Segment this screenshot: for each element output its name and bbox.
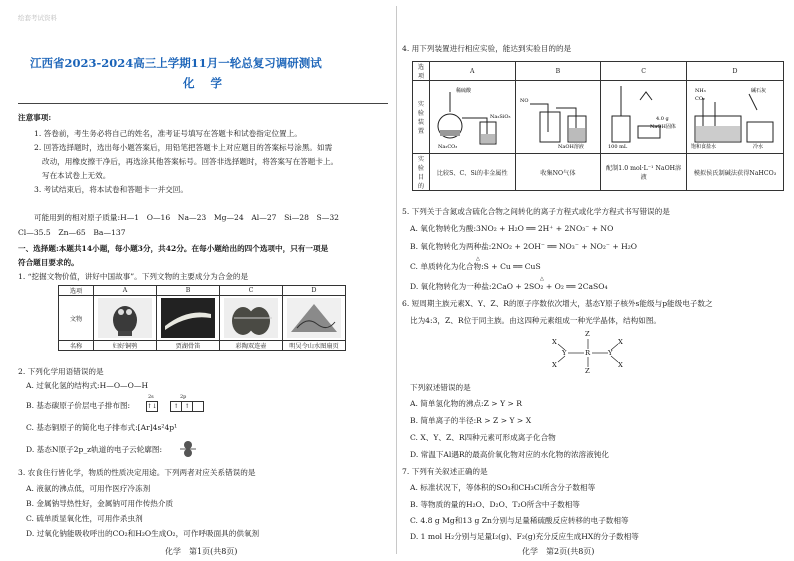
- atomic-masses: Cl—35.5 Zn—65 Ba—137: [18, 228, 126, 237]
- artifact-cell: [220, 296, 283, 341]
- orbital-box: ↑↓: [147, 403, 158, 410]
- apparatus-cell: [601, 81, 687, 154]
- q7-stem: 7. 下列有关叙述正确的是: [402, 467, 488, 476]
- apparatus-c-diagram: [604, 82, 684, 150]
- bone-flute-image: [161, 298, 215, 338]
- apparatus-label: Na₂SiO₃: [490, 114, 511, 120]
- landscape-fan-image: [287, 298, 341, 338]
- apparatus-label: 4.0 g: [655, 116, 669, 122]
- orbital-label: 2s: [148, 394, 154, 400]
- apparatus-label: 饱和食盐水: [690, 144, 716, 150]
- table-header: A: [429, 62, 515, 81]
- apparatus-label: 100 mL: [607, 144, 627, 150]
- artifact-name: 明吴令山水图扇页: [283, 341, 346, 351]
- artifact-cell: [94, 296, 157, 341]
- q2-option-c: C. 基态铜原子的简化电子排布式:[Ar]4s²4p¹: [26, 423, 178, 432]
- experiment-goal: 比较S、C、Si的非金属性: [429, 154, 515, 191]
- apparatus-b-diagram: [518, 82, 598, 150]
- artifact-name: 彩陶双连壶: [220, 341, 283, 351]
- atom-label: X: [552, 361, 557, 369]
- reaction-condition: △: [476, 256, 480, 262]
- atom-label: X: [618, 338, 623, 346]
- row-label: 文物: [59, 296, 94, 341]
- artifact-cell: [283, 296, 346, 341]
- q2-option-b: B. 基态碳原子价层电子排布图:: [26, 401, 131, 410]
- q7-option-c: C. 4.8 g Mg和13 g Zn分别与足量稀硫酸反应转移的电子数相等: [410, 516, 629, 525]
- row-label: 实验目的: [413, 154, 430, 191]
- atom-label: R: [585, 349, 591, 357]
- q4-stem: 4. 用下列装置进行相应实验，能达到实验目的的是: [402, 44, 572, 53]
- q2-stem: 2. 下列化学用语错误的是: [18, 367, 104, 376]
- q4-table: [412, 61, 784, 191]
- notice-line: 写在本试卷上无效。: [42, 171, 111, 180]
- dumbbell-orbital-icon: [178, 440, 198, 458]
- q5-option-b: B. 氧化物转化为两种盐:2NO₂ + 2OH⁻ ══ NO₃⁻ + NO₂⁻ + H₂O: [410, 242, 638, 251]
- artifact-name: 妇好铜鸮: [94, 341, 157, 351]
- title-rule: [18, 103, 388, 104]
- pottery-pot-image: [224, 298, 278, 338]
- table-header: 选项: [413, 62, 430, 81]
- atom-label: X: [618, 361, 623, 369]
- table-header: B: [515, 62, 601, 81]
- apparatus-cell: [686, 81, 783, 154]
- q2-option-d: D. 基态N原子2p_z轨道的电子云轮廓图:: [26, 445, 163, 454]
- exam-title: 江西省2023-2024高三上学期11月一轮总复习调研测试: [30, 56, 322, 70]
- q6-sub: 下列叙述错误的是: [410, 383, 471, 392]
- notice-line: 改动，用橡皮擦干净后，再选涂其他答案标号。回答非选择题时，将答案写在答题卡上。: [42, 157, 339, 166]
- q6-option-c: C. X、Y、Z、R四种元素可形成离子化合物: [410, 433, 556, 442]
- row-label: 名称: [59, 341, 94, 351]
- experiment-goal: 模拟侯氏制碱法获得NaHCO₃: [686, 154, 783, 191]
- q5-option-c: C. 单质转化为化合物:S + Cu ══ CuS: [410, 262, 541, 271]
- table-header: C: [601, 62, 687, 81]
- q6-stem: 6. 短周期主族元素X、Y、Z、R的原子序数依次增大，基态Y原子核外s能级与p能级电子数之: [402, 299, 713, 308]
- apparatus-label: NaOH溶液: [557, 144, 584, 150]
- apparatus-label: 碱石灰: [750, 88, 766, 94]
- q3-option-d: D. 过氧化钠能吸收呼出的CO₂和H₂O生成O₂，可作呼吸面具的供氧剂: [26, 529, 260, 538]
- q7-option-d: D. 1 mol H₂分别与足量I₂(g)、F₂(g)充分反应生成HX的分子数相等: [410, 532, 639, 541]
- artifact-cell: [157, 296, 220, 341]
- atomic-masses: 可能用到的相对原子质量:H—1 O—16 Na—23 Mg—24 Al—27 Si—28 S—32: [34, 213, 340, 222]
- q3-option-a: A. 液氨的沸点低，可用作医疗冷冻剂: [26, 484, 151, 493]
- orbital-label: 2p: [180, 394, 187, 400]
- orbital-box: [193, 401, 204, 412]
- page-footer: 化学 第2页(共8页): [522, 547, 595, 556]
- apparatus-label: 冷水: [752, 144, 763, 150]
- q1-stem: 1. “挖掘文物价值，讲好中国故事”。下列文物的主要成分为合金的是: [18, 272, 249, 281]
- q5-option-a: A. 氧化物转化为酸:3NO₂ + H₂O ══ 2H⁺ + 2NO₃⁻ + NO: [410, 224, 614, 233]
- apparatus-label: 稀硫酸: [456, 88, 472, 94]
- experiment-goal: 配制1.0 mol·L⁻¹ NaOH溶液: [601, 154, 687, 191]
- atom-label: Z: [585, 367, 590, 375]
- crystal-structure: [538, 330, 638, 376]
- section-heading: 符合题目要求的。: [18, 258, 79, 267]
- page-divider: [396, 6, 397, 554]
- bronze-owl-image: [98, 298, 152, 338]
- page-2: [398, 0, 794, 561]
- notice-line: 3. 考试结束后，将本试卷和答题卡一并交回。: [34, 185, 188, 194]
- orbital-box: ↑: [182, 401, 193, 412]
- q3-stem: 3. 农食住行皆化学，物质的性质决定用途。下列两者对应关系错误的是: [18, 468, 256, 477]
- apparatus-label: NaOH固体: [649, 124, 676, 130]
- q3-option-c: C. 硫单质显氧化性，可用作杀虫剂: [26, 514, 143, 523]
- q6-stem: 比为4:3，Z、R位于同主族。由这四种元素组成一种光学晶体，结构如图。: [410, 316, 662, 325]
- notice-heading: 注意事项:: [18, 113, 52, 122]
- q7-option-a: A. 标准状况下，等体积的SO₃和CH₃Cl所含分子数相等: [410, 483, 596, 492]
- exam-subject: 化学: [183, 76, 238, 90]
- q5-stem: 5. 下列关于含氮或含硫化合物之间转化的离子方程式或化学方程式书写错误的是: [402, 207, 670, 216]
- page-footer: 化学 第1页(共8页): [165, 547, 238, 556]
- notice-line: 1. 答卷前，考生务必将自己的姓名，准考证号填写在答题卡和试卷指定位置上。: [34, 129, 302, 138]
- atom-label: Y: [562, 349, 567, 357]
- q6-option-a: A. 简单氢化物的沸点:Z > Y > R: [410, 399, 523, 408]
- table-header: B: [157, 286, 220, 296]
- atom-label: X: [552, 338, 557, 346]
- table-header: D: [686, 62, 783, 81]
- section-heading: 一、选择题:本题共14小题，每小题3分，共42分。在每小题给出的四个选项中，只有一项是: [18, 244, 329, 253]
- reaction-condition: △: [540, 276, 544, 282]
- table-header: D: [283, 286, 346, 296]
- q3-option-b: B. 金属钠导热性好，金属钠可用作传热介质: [26, 499, 174, 508]
- apparatus-label: NH₃: [694, 88, 706, 94]
- row-label: 实验装置: [413, 81, 430, 154]
- atom-label: Z: [585, 330, 590, 338]
- apparatus-cell: [515, 81, 601, 154]
- notice-line: 2. 回答选择题时，选出每小题答案后，用铅笔把答题卡上对应题目的答案标号涂黑。如需: [34, 143, 333, 152]
- experiment-goal: 收集NO气体: [515, 154, 601, 191]
- apparatus-label: CO₂: [694, 96, 705, 102]
- artifact-name: 贾湖骨笛: [157, 341, 220, 351]
- q5-option-d: D. 氧化物转化为一种盐:2CaO + 2SO₂ + O₂ ══ 2CaSO₄: [410, 282, 608, 291]
- apparatus-label: Na₂CO₃: [438, 144, 458, 150]
- apparatus-a-diagram: [432, 82, 512, 150]
- q6-option-d: D. 常温下Al遇R的最高价氧化物对应的水化物的浓溶液钝化: [410, 450, 609, 459]
- table-header: 选项: [59, 286, 94, 296]
- table-header: C: [220, 286, 283, 296]
- q6-option-b: B. 简单离子的半径:R > Z > Y > X: [410, 416, 532, 425]
- atom-label: Y: [608, 349, 613, 357]
- table-header: A: [94, 286, 157, 296]
- q7-option-b: B. 等物质的量的H₂O、D₂O、T₂O所含中子数相等: [410, 500, 580, 509]
- apparatus-cell: [429, 81, 515, 154]
- apparatus-label: NO: [519, 98, 529, 104]
- orbital-box: ↑: [170, 401, 182, 412]
- apparatus-d-diagram: [689, 82, 781, 150]
- q2-option-a: A. 过氧化氢的结构式:H—O—O—H: [26, 381, 149, 390]
- q1-table: [58, 285, 346, 351]
- watermark: 绘套考试资料: [18, 14, 57, 22]
